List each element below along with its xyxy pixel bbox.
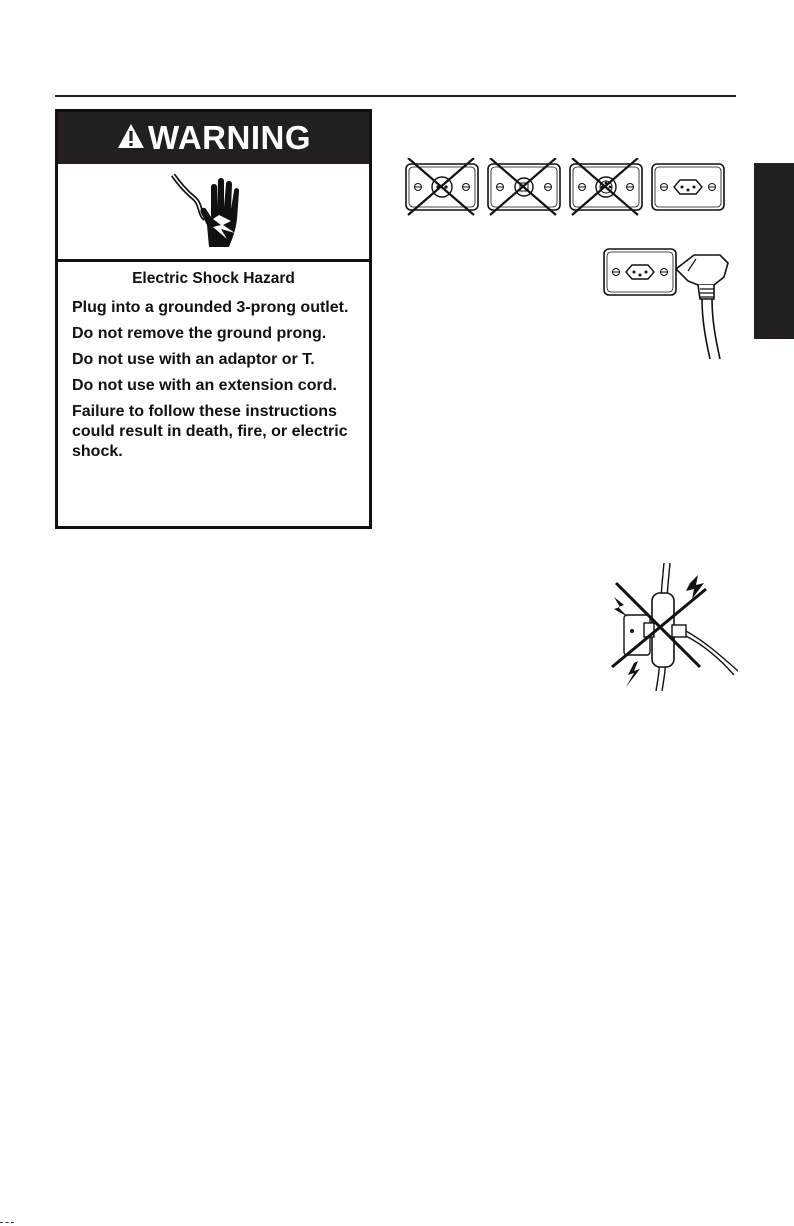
- outlet-icon: [488, 158, 560, 215]
- safety-message: Do not remove the ground prong.: [72, 325, 327, 342]
- warning-box: [55, 109, 372, 529]
- electric-hazard-hand-icon: [169, 169, 259, 254]
- warning-word: WARNING: [148, 119, 311, 156]
- top-rule: [55, 95, 736, 97]
- hazard-title: Electric Shock Hazard: [132, 270, 295, 287]
- safety-message: Do not use with an adaptor or T.: [72, 351, 315, 368]
- warning-triangle-icon: [116, 122, 146, 155]
- crop-mark: [0, 1222, 14, 1224]
- plug-into-outlet-icon: [602, 241, 732, 361]
- safety-message: Plug into a grounded 3-prong outlet.: [72, 299, 349, 316]
- safety-message: Do not use with an extension cord.: [72, 377, 337, 394]
- extension-cord-prohibited-icon: [606, 563, 738, 691]
- outlet-icon: [570, 158, 642, 215]
- safety-message: Failure to follow these instructions could result in death, fire, or electric shock.: [72, 403, 348, 460]
- hazard-graphic: [58, 164, 369, 262]
- safety-message-list: [58, 298, 369, 462]
- grounded-3-prong-outlet-icon: [652, 164, 724, 210]
- outlet-comparison-figure: [404, 158, 726, 216]
- warning-header: [58, 112, 369, 164]
- side-section-tab: [754, 163, 794, 339]
- outlet-icon: [406, 158, 478, 215]
